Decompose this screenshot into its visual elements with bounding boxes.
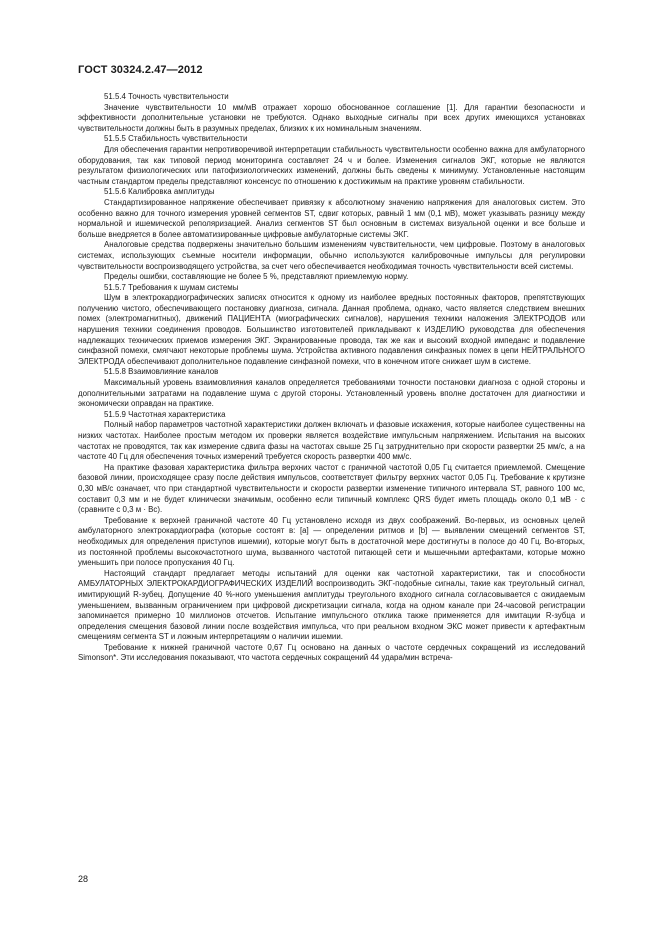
section-heading: 51.5.5 Стабильность чувствительности [104, 134, 248, 144]
paragraph: Требование к верхней граничной частоте 40 Гц установлено исходя из двух соображений. Во-первых, из основных целей амбулаторного электрокардиографа (которые состоят в: [a] — определении ритмов и [b] — выявлении смещений сегментов ST, необходимых для определения приступов ишемии), которые могут быть в достаточной мере достигнуты в полосе до 40 Гц. Во-вторых, из постоянной проблемы высокочастотного шума, вызванного частотой питающей сети и мышечными артефактами, которые можно уменьшить при полосе пропускания 40 Гц. [78, 515, 585, 568]
paragraph: Значение чувствительности 10 мм/мВ отражает хорошо обоснованное соглашение [1]. Для гарантии безопасности и эффективности дополнительные установки не требуются. Однако выходные сигналы при всех других имеющихся установках чувствительности должны быть в разумных пределах, близких к их номинальным значениям. [78, 102, 585, 133]
paragraph: Стандартизированное напряжение обеспечивает привязку к абсолютному значению напряжения для аналоговых систем. Это особенно важно для точного измерения уровней сегментов ST, сдвиг которых, равный 1 мм (0,1 мВ), может указывать разницу между нормальной и ишемической реполяризацией. Анализ сегментов ST был основным в системах визуальной оценки и все больше и больше внедряется в более автоматизированные цифровые амбулаторные системы ЭКГ. [78, 197, 585, 239]
paragraph: На практике фазовая характеристика фильтра верхних частот с граничной частотой 0,05 Гц считается приемлемой. Смещение базовой линии, происходящее сразу после действия импульсов, соответствует фильтру верхних частот 0,05 Гц. Требование к крутизне 0,30 мВ/с означает, что при стандартной чувствительности и скорости развертки изменение типичного интервала ST, равного 100 мс, составит 0,3 мм и не будет клинически значимым, особенно если типичный комплекс QRS будет иметь площадь около 0,1 мВ · с (сравните с 0,3 м · Вс). [78, 462, 585, 515]
paragraph: Для обеспечения гарантии непротиворечивой интерпретации стабильность чувствительности особенно важна для амбулаторного оборудования, так как типовой период мониторинга составляет 24 ч и более. Изменения сигналов ЭКГ, которые не являются результатом физиологических или патофизиологических изменений, должны быть сведены к минимуму. Установленные настоящим частным стандартом пределы представляют консенсус по отношению к достижимым на практике уровням стабильности. [78, 144, 585, 186]
paragraph: Максимальный уровень взаимовлияния каналов определяется требованиями точности постановки диагноза с одной стороны и дополнительными затратами на подавление шума с другой стороны. Установленный уровень вполне достаточен для диагностики и экономически оправдан на практике. [78, 378, 585, 409]
page-number: 28 [78, 874, 89, 884]
paragraph: Шум в электрокардиографических записях относится к одному из наиболее вредных постоянных факторов, препятствующих получению чистого, обеспечивающего постановку диагноза, сигнала. Данная проблема, однако, часто является следствием внешних помех (электромагнитных), движений ПАЦИЕНТА (миографических сигналов), нарушения техники наложения ЭЛЕКТРОДОВ или нарушения техники соединения проводов. Большинство изготовителей прикладывают к ИЗДЕЛИЮ руководства для обеспечения надлежащих технических приемов измерения ЭКГ. Экранированные провода, так же как и высокий входной импеданс и подавление синфазной помехи, смягчают некоторые проблемы шума. Устройства активного подавления синфазных помех в цепи НЕЙТРАЛЬНОГО ЭЛЕКТРОДА обеспечивают дополнительное подавление синфазной помехи, что в конечном итоге снижает шум в системе. [78, 293, 585, 366]
section-heading: 51.5.7 Требования к шумам системы [104, 282, 239, 292]
paragraph: Пределы ошибки, составляющие не более 5 %, представляют приемлемую норму. [104, 272, 409, 282]
paragraph: Требование к нижней граничной частоте 0,67 Гц основано на данных о частоте сердечных сокращений из исследований Simonson*. Эти исследования показывают, что частота сердечных сокращений 44 удара/мин встреча- [78, 642, 585, 663]
paragraph: Настоящий стандарт предлагает методы испытаний для оценки как частотной характеристики, так и способности АМБУЛАТОРНЫХ ЭЛЕКТРОКАРДИОГРАФИЧЕСКИХ ИЗДЕЛИЙ воспроизводить ЭКГ-подобные сигналы, такие как треугольный сигнал, имитирующий R-зубец. Допущение 40 %-ного уменьшения амплитуды треугольного входного сигнала согласовывается с ожидаемым уменьшением, вызванным ограничением при цифровой дискретизации сигнала, когда на одном канале при 24-часовой регистрации запоминается примерно 10 миллионов отсчетов. Испытание импульсного отклика также применяется для имитации R-зубца и определения смещения базовой линии после воздействия импульса, что при реальном входном ЭКС может привести к артефактным смещениям сегмента ST и ложным интерпретациям о наличии ишемии. [78, 568, 585, 642]
section-heading: 51.5.6 Калибровка амплитуды [104, 187, 215, 197]
paragraph: Аналоговые средства подвержены значительно большим изменениям чувствительности, чем цифровые. Поэтому в аналоговых системах, использующих съемные носители информации, обычно используются калибровочные импульсы для регулировки чувствительности воспроизводящего устройства, за счет чего обеспечивается необходимая точность чувствительности всей системы. [78, 240, 585, 271]
document-body [78, 92, 585, 664]
paragraph: Полный набор параметров частотной характеристики должен включать и фазовые искажения, которые наиболее существенны на низких частотах. Наиболее простым методом их проверки является воздействие импульсным напряжением. Испытания на высоких частотах не проводятся, так как измерение сдвига фазы на частотах свыше 25 Гц затруднительно при скорости развертки 25 мм/с, а на частоте 40 Гц для обеспечения точных измерений требуется скорость развертки 400 мм/с. [78, 420, 585, 462]
section-heading: 51.5.9 Частотная характеристика [104, 409, 226, 419]
section-heading: 51.5.4 Точность чувствительности [104, 92, 229, 101]
page-header: ГОСТ 30324.2.47—2012 [78, 64, 203, 76]
section-heading: 51.5.8 Взаимовлияние каналов [104, 367, 219, 377]
